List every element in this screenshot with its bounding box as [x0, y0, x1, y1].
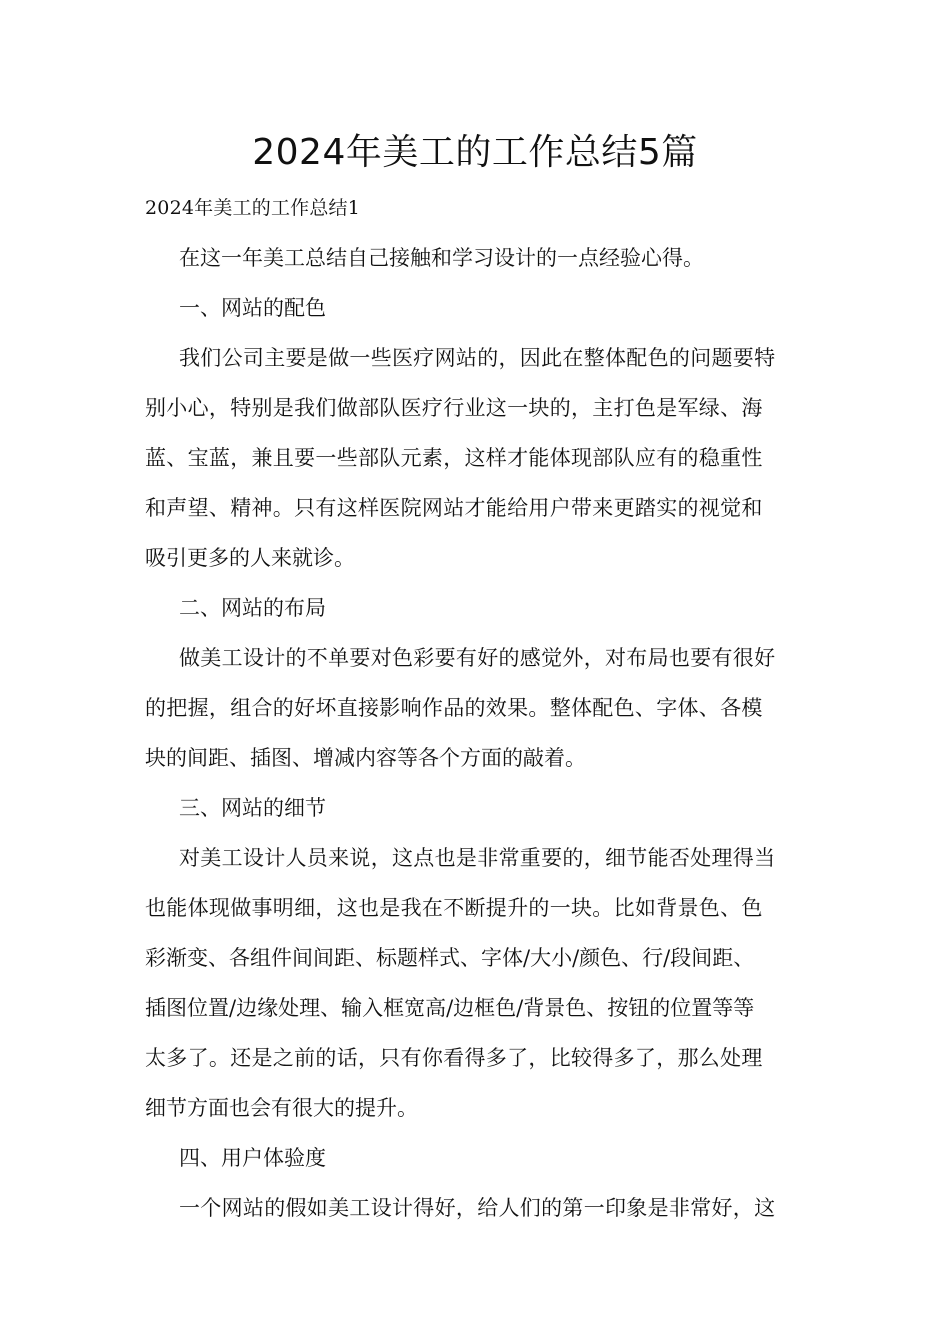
document-title: 2024年美工的工作总结5篇 [252, 132, 698, 173]
section-heading: 三、网站的细节 [179, 796, 326, 820]
paragraph-line: 太多了。还是之前的话，只有你看得多了，比较得多了，那么处理 [145, 1046, 763, 1070]
paragraph-line: 插图位置/边缘处理、输入框宽高/边框色/背景色、按钮的位置等等 [145, 996, 755, 1020]
paragraph-line: 的把握，组合的好坏直接影响作品的效果。整体配色、字体、各模 [145, 696, 763, 720]
paragraph-line: 和声望、精神。只有这样医院网站才能给用户带来更踏实的视觉和 [145, 496, 763, 520]
paragraph-line: 在这一年美工总结自己接触和学习设计的一点经验心得。 [179, 246, 704, 270]
paragraph-line: 蓝、宝蓝，兼且要一些部队元素，这样才能体现部队应有的稳重性 [145, 446, 763, 470]
section-heading: 二、网站的布局 [179, 596, 326, 620]
paragraph-line: 对美工设计人员来说，这点也是非常重要的，细节能否处理得当 [179, 846, 776, 870]
paragraph-line: 我们公司主要是做一些医疗网站的，因此在整体配色的问题要特 [179, 346, 776, 370]
paragraph-line: 一个网站的假如美工设计得好，给人们的第一印象是非常好，这 [179, 1196, 776, 1220]
paragraph-line: 块的间距、插图、增减内容等各个方面的敲着。 [145, 746, 586, 770]
section-heading: 四、用户体验度 [179, 1146, 326, 1170]
document-body [145, 183, 807, 1233]
section-subtitle: 2024年美工的工作总结1 [145, 197, 361, 219]
section-heading: 一、网站的配色 [179, 296, 326, 320]
paragraph-line: 吸引更多的人来就诊。 [145, 546, 355, 570]
paragraph-line: 细节方面也会有很大的提升。 [145, 1096, 418, 1120]
paragraph-line: 做美工设计的不单要对色彩要有好的感觉外，对布局也要有很好 [179, 646, 776, 670]
paragraph-line: 别小心，特别是我们做部队医疗行业这一块的，主打色是军绿、海 [145, 396, 763, 420]
paragraph-line: 彩渐变、各组件间间距、标题样式、字体/大小/颜色、行/段间距、 [145, 946, 755, 970]
paragraph-line: 也能体现做事明细，这也是我在不断提升的一块。比如背景色、色 [145, 896, 763, 920]
